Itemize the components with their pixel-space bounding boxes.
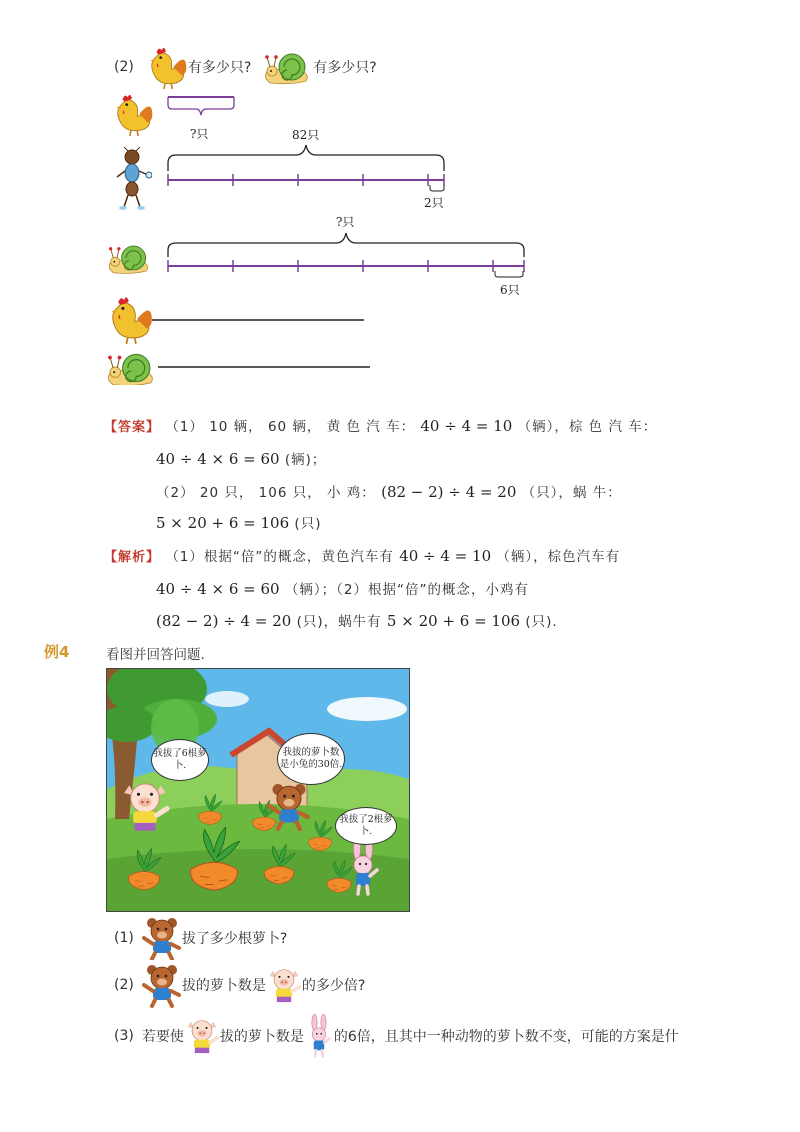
- analysis-tag: 【解析】: [104, 550, 161, 565]
- analysis-math: 5 × 20 + 6 = 106: [386, 612, 521, 630]
- scene-illustration: [106, 668, 410, 912]
- ant-total-brace: [168, 145, 444, 171]
- analysis-text: （1）根据“倍”的概念，黄色汽车有: [165, 549, 394, 565]
- pig-icon: [266, 965, 302, 1005]
- question-text: 有多少只?: [187, 60, 252, 76]
- question-3: [114, 1010, 679, 1062]
- answer-text: （辆），棕 色 汽 车：: [517, 419, 658, 435]
- question-text: 的6倍，且其中一种动物的萝卜数不变，可能的方案是什: [333, 1029, 679, 1045]
- example-tag: 例4: [44, 643, 70, 661]
- scene-background: [107, 669, 409, 911]
- example-title: 看图并回答问题.: [106, 647, 205, 663]
- rabbit-icon: [304, 1010, 334, 1062]
- bear-icon: [142, 962, 182, 1008]
- snail-extra-brace: [495, 271, 523, 277]
- answer-text: （2） 20 只， 106 只， 小 鸡：: [156, 485, 376, 501]
- analysis-text: （辆）；（2）根据“倍”的概念，小鸡有: [284, 582, 529, 598]
- question-1: [114, 916, 287, 960]
- answer-math: 40 ÷ 4 = 10: [420, 417, 513, 435]
- answer-line-3: [156, 481, 716, 501]
- snail-icon: [109, 246, 148, 273]
- question-text: 拔的萝卜数是: [219, 1029, 304, 1045]
- analysis-line-3: [156, 610, 726, 630]
- analysis-math: 40 ÷ 4 × 6 = 60: [156, 580, 280, 598]
- ant-icon: [117, 147, 152, 210]
- answer-math: 5 × 20 + 6 = 106: [156, 514, 290, 532]
- answer-text: (只): [294, 516, 322, 532]
- question-text: 拔的萝卜数是: [181, 978, 266, 994]
- analysis-line-1: [104, 545, 724, 565]
- ant-extra-label: 2只: [424, 196, 444, 210]
- question-number: (3): [114, 1028, 134, 1044]
- analysis-text: (只)，蜗牛有: [296, 614, 382, 630]
- rooster-icon: [116, 95, 152, 136]
- question-2: [114, 962, 365, 1008]
- answer-text: （只），蜗 牛：: [521, 485, 622, 501]
- analysis-text: （辆），棕色汽车有: [496, 549, 621, 565]
- answer-line-4: [156, 512, 321, 532]
- snail-icon: [261, 47, 313, 87]
- answer-line-2: [156, 448, 326, 468]
- question-number: (1): [114, 930, 134, 946]
- answer-math: 40 ÷ 4 × 6 = 60: [156, 450, 280, 468]
- analysis-text: (只).: [525, 614, 558, 630]
- snail-extra-label: 6只: [500, 283, 520, 297]
- answer-text: (辆)；: [284, 452, 327, 468]
- question-text: 的多少倍?: [301, 978, 366, 994]
- snail-icon: [108, 354, 152, 385]
- speech-bubble-bear: 我拔的萝卜数是小兔的30倍.: [277, 733, 345, 785]
- answer-text: （1） 10 辆， 60 辆， 黄 色 汽 车：: [165, 419, 416, 435]
- question-text: 有多少只?: [313, 60, 377, 76]
- pig-icon: [184, 1016, 220, 1056]
- answer-line-1: [104, 415, 724, 435]
- speech-bubble-rabbit: 我拔了2根萝卜.: [335, 807, 397, 845]
- answer-tag: 【答案】: [104, 420, 161, 435]
- rooster-icon: [111, 297, 152, 343]
- segment-diagram: [100, 85, 560, 385]
- analysis-line-2: [156, 578, 726, 598]
- answer-math: (82 − 2) ÷ 4 = 20: [381, 483, 517, 501]
- ant-total-label: 82只: [292, 128, 320, 142]
- rooster-brace: [168, 97, 234, 115]
- rooster-icon: [146, 44, 188, 90]
- ant-extra-brace: [430, 185, 444, 191]
- rooster-label: ?只: [190, 127, 209, 141]
- snail-total-label: ?只: [336, 215, 355, 229]
- speech-bubble-pig: 我拔了6根萝卜.: [151, 739, 209, 781]
- question-2-header: [114, 44, 377, 90]
- question-number: (2): [114, 59, 134, 75]
- question-text: 拔了多少根萝卜?: [181, 931, 288, 947]
- analysis-math: 40 ÷ 4 = 10: [399, 547, 492, 565]
- question-number: (2): [114, 977, 134, 993]
- analysis-math: (82 − 2) ÷ 4 = 20: [156, 612, 292, 630]
- snail-total-brace: [168, 233, 524, 257]
- question-text: 若要使: [141, 1029, 184, 1045]
- bear-icon: [142, 916, 182, 960]
